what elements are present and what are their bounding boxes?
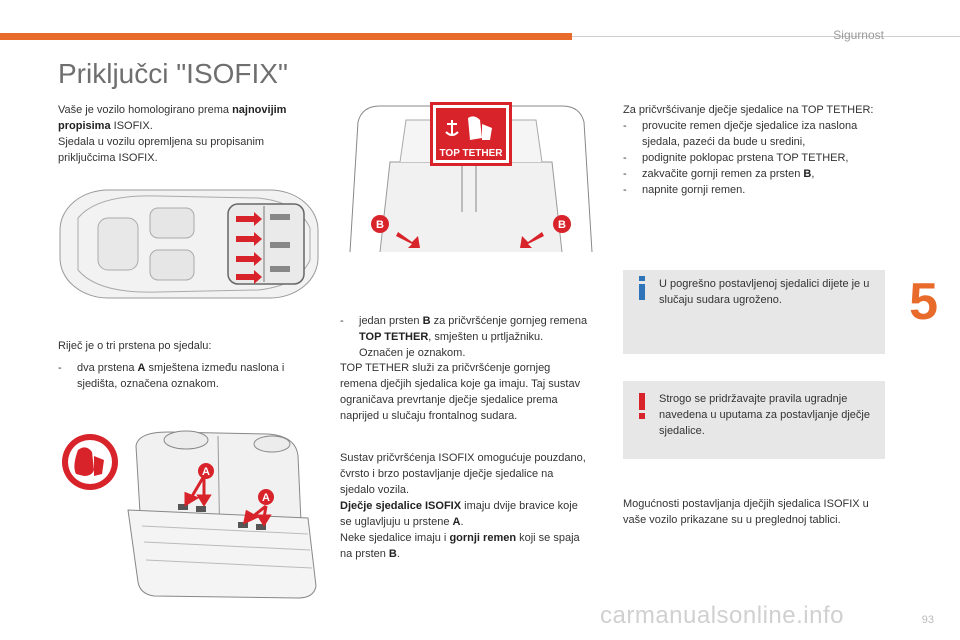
info-box	[623, 270, 885, 354]
warning-box	[623, 381, 885, 459]
ring-b-label-right: B	[558, 219, 566, 231]
trunk-figure	[340, 102, 602, 268]
tether-step-1: - provucite remen dječje sjedalice iza naslona sjedala, pazeći da bude u sredini,	[623, 120, 858, 148]
exclamation-icon	[635, 393, 649, 419]
tether-step-4: - napnite gornji remen.	[623, 184, 746, 196]
info-icon	[635, 276, 649, 300]
rings-intro: Riječ je o tri prstena po sjedalu:	[58, 340, 212, 352]
ring-a-label-1: A	[202, 466, 210, 478]
top-tether-paragraph: TOP TETHER služi za pričvršćenje gornjeg remena dječjih sjedalica koje ga imaju. Taj sustav ograničava prevrtanje dječje sjedalice prema naprijed u slučaju frontalnog sudara.	[340, 362, 581, 422]
car-top-view-figure	[58, 188, 320, 300]
intro-text: Vaše je vozilo homologirano prema najnovijim propisima ISOFIX. Sjedala u vozilu opremljena su propisanim priključcima ISOFIX.	[58, 104, 287, 164]
tether-step-2: - podignite poklopac prstena TOP TETHER,	[623, 152, 849, 164]
watermark: carmanualsonline.info	[600, 602, 844, 629]
bullet-rings-a: - dva prstena A smještena između naslona i sjedišta, označena oznakom.	[58, 362, 285, 390]
page-title: Priključci "ISOFIX"	[58, 58, 288, 89]
ring-a-label-2: A	[262, 492, 270, 504]
info-text: U pogrešno postavljenoj sjedalici dijete je u slučaju sudara ugroženo.	[659, 278, 870, 306]
rear-seat-figure	[58, 426, 320, 602]
warning-text: Strogo se pridržavajte pravila ugradnje navedena u uputama za postavljanje dječje sjedalice.	[659, 393, 870, 437]
tether-step-3: - zakvačite gornji remen za prsten B,	[623, 168, 815, 180]
header-accent-bar	[0, 33, 572, 40]
header-rule	[572, 36, 960, 37]
page-number: 93	[921, 614, 934, 626]
section-title: Sigurnost	[833, 28, 884, 42]
chapter-number: 5	[909, 273, 938, 331]
isofix-paragraph: Sustav pričvršćenja ISOFIX omogućuje pouzdano, čvrsto i brzo postavljanje dječje sjedalice na sjedalo vozila. Dječje sjedalice ISOFIX imaju dvije bravice koje se uglavljuju u prstene A. Neke sjedalice imaju i gornji remen koji se spaja na prsten B.	[340, 452, 586, 560]
bullet-ring-b: - jedan prsten B za pričvršćenje gornjeg remena TOP TETHER, smješten u prtljažniku. Označen je oznakom.	[340, 315, 588, 359]
tether-intro: Za pričvršćivanje dječje sjedalice na TOP TETHER:	[623, 104, 874, 116]
ring-b-label-left: B	[376, 219, 384, 231]
closing-paragraph: Mogućnosti postavljanja dječjih sjedalica ISOFIX u vaše vozilo prikazane su u preglednoj tablici.	[623, 498, 869, 526]
tether-instructions	[623, 102, 885, 198]
top-tether-sign-text: TOP TETHER	[439, 148, 503, 159]
